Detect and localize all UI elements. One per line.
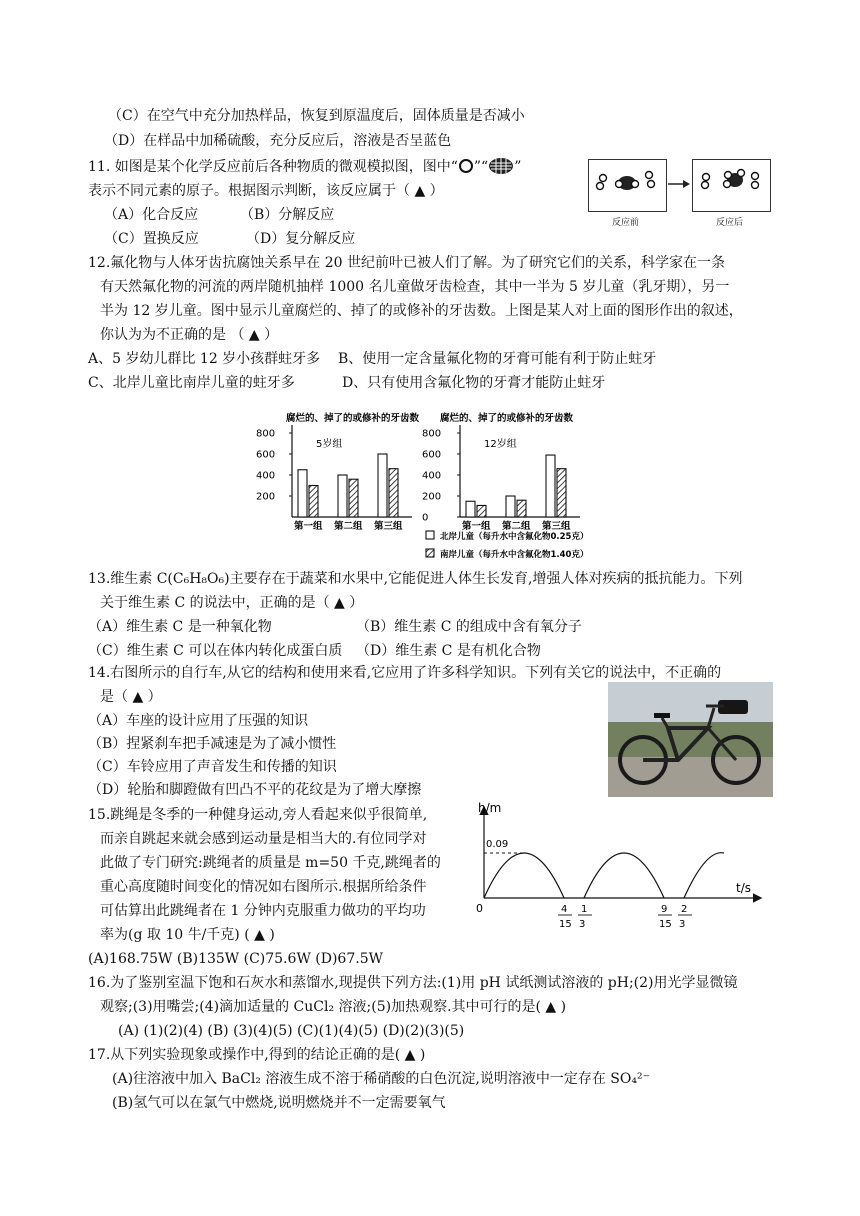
q11-stem-part1: 11. 如图是某个化学反应前后各种物质的微观模拟图，图中“ (88, 159, 458, 175)
q13-option-a: （A）维生素 C 是一种氧化物 (88, 619, 272, 635)
reaction-after-box (692, 159, 771, 212)
q15-stem-line4: 重心高度随时间变化的情况如右图所示.根据所给条件 (100, 879, 427, 895)
bicycle-photo (608, 682, 773, 797)
q15-options: (A)168.75W (B)135W (C)75.6W (D)67.5W (88, 951, 383, 967)
x-tick-denominator: 3 (679, 919, 686, 930)
bar-north (466, 501, 475, 517)
q13-option-d: （D）维生素 C 是有机化合物 (356, 643, 541, 659)
q12-stem-line4: 你认为为不正确的是 （ ▲ ） (100, 327, 279, 343)
q16-stem-line1: 16.为了鉴别室温下饱和石灰水和蒸馏水,现提供下列方法:(1)用 pH 试纸测试溶液的 pH;(2)用光学显微镜 (88, 975, 738, 991)
y-tick-label: 200 (422, 491, 442, 503)
q10-option-d: （D）在样品中加稀硫酸，充分反应后，溶液是否呈蓝色 (104, 133, 452, 149)
q15-stem-line6: 率为(g 取 10 牛/千克) ( ▲ ) (100, 927, 275, 943)
q12-option-a: A、5 岁幼儿群比 12 岁小孩群蛀牙多 (88, 351, 321, 367)
y-tick-label: 0 (422, 512, 429, 524)
q16-stem-line2: 观察;(3)用嘴尝;(4)滴加适量的 CuCl₂ 溶液;(5)加热观察.其中可行的是( ▲ ) (100, 999, 567, 1015)
bar-south (349, 479, 358, 517)
q15-stem-line1: 15.跳绳是冬季的一种健身运动,旁人看起来似乎很简单, (88, 807, 428, 823)
y-tick-label: 600 (256, 449, 276, 461)
x-tick-denominator: 3 (578, 919, 586, 930)
reaction-before-box (588, 159, 667, 212)
q12-option-b: B、使用一定含量氟化物的牙膏可能有利于防止蛀牙 (338, 351, 657, 367)
q13-stem-line2: 关于维生素 C 的说法中，正确的是（ ▲ ） (100, 595, 364, 611)
height-time-graph (470, 800, 770, 940)
peak-height-label: 0.09 (486, 839, 509, 850)
x-tick-numerator: 4 (561, 904, 568, 915)
x-tick-denominator: 15 (559, 919, 572, 930)
jump-arc (484, 853, 564, 898)
category-label: 第三组 (374, 521, 403, 532)
product-molecules (693, 160, 770, 211)
q16-options: (A) (1)(2)(4) (B) (3)(4)(5) (C)(1)(4)(5) (D)(2)(3)(5) (118, 1023, 465, 1039)
q11-stem-part3: ” (514, 159, 522, 175)
category-label: 第二组 (334, 521, 363, 532)
label-before-reaction: 反应前 (612, 218, 640, 228)
x-tick-numerator: 1 (580, 904, 588, 915)
q12-stem-line2: 有天然氟化物的河流的两岸随机抽样 1000 名儿童做牙齿检查，其中一半为 5 岁儿童（乳牙期），另一 (100, 279, 730, 295)
q11-option-d: （D）复分解反应 (246, 231, 356, 247)
q14-option-a: （A）车座的设计应用了压强的知识 (88, 713, 309, 729)
q12-option-d: D、只有使用含氟化物的牙膏才能防止蛀牙 (342, 375, 606, 391)
reaction-arrow (666, 176, 692, 192)
category-label: 第一组 (462, 521, 491, 532)
chart-title: 腐烂的、掉了的或修补的牙齿数 (286, 413, 420, 424)
legend-north-label: 北岸儿童（每升水中含氟化物0.25克） (440, 532, 589, 542)
x-tick-denominator: 15 (659, 919, 672, 930)
q15-stem-line3: 此做了专门研究:跳绳者的质量是 m=50 千克,跳绳者的 (100, 855, 441, 871)
q15-stem-line2: 而亲自跳起来就会感到运动量是相当大的.有位同学对 (100, 831, 427, 847)
q17-option-b: (B)氢气可以在氯气中燃烧,说明燃烧并不一定需要氧气 (112, 1095, 446, 1111)
category-label: 第二组 (502, 521, 531, 532)
bar-north (298, 470, 307, 517)
tooth-decay-bar-charts (250, 405, 640, 563)
y-axis-label: h/m (478, 801, 502, 815)
y-tick-label: 800 (422, 428, 442, 440)
x-tick-numerator: 9 (661, 904, 668, 915)
bar-north (378, 454, 387, 517)
q11-option-b: （B）分解反应 (240, 207, 335, 223)
q12-option-c: C、北岸儿童比南岸儿童的蛀牙多 (88, 375, 295, 391)
white-atom-icon (458, 158, 474, 174)
origin-label: 0 (476, 902, 483, 915)
q14-option-c: （C）车铃应用了声音发生和传播的知识 (88, 759, 337, 775)
q10-option-c: （C）在空气中充分加热样品，恢复到原温度后，固体质量是否减小 (108, 108, 525, 124)
chart-title: 腐烂的、掉了的或修补的牙齿数 (440, 413, 574, 424)
jump-arc (584, 853, 664, 898)
q11-option-a: （A）化合反应 (104, 207, 199, 223)
bar-south (389, 469, 398, 517)
q13-stem-line1: 13.维生素 C(C₆H₈O₆)主要存在于蔬菜和水果中,它能促进人体生长发育,增强人体对疾病的抵抗能力。下列 (88, 571, 743, 587)
q17-stem: 17.从下列实验现象或操作中,得到的结论正确的是( ▲ ) (88, 1047, 426, 1063)
jump-arc (684, 853, 724, 898)
q15-stem-line5: 可估算出此跳绳者在 1 分钟内克服重力做功的平均功 (100, 903, 426, 919)
reactant-molecules (589, 160, 666, 211)
bar-north (546, 455, 555, 517)
q14-stem-line1: 14.右图所示的自行车,从它的结构和使用来看,它应用了许多科学知识。下列有关它的说法中，不正确的 (88, 665, 722, 681)
legend-north-swatch (426, 531, 434, 539)
legend-south-label: 南岸儿童（每升水中含氟化物1.40克） (440, 550, 589, 560)
q14-option-d: （D）轮胎和脚蹬做有凹凸不平的花纹是为了增大摩擦 (88, 782, 422, 798)
q13-option-b: （B）维生素 C 的组成中含有氧分子 (356, 619, 582, 635)
q11-option-c: （C）置换反应 (104, 231, 199, 247)
q11-stem-line1 (88, 157, 521, 176)
q14-stem-line2: 是（ ▲ ） (100, 689, 162, 705)
y-tick-label: 400 (422, 470, 442, 482)
bar-south (517, 500, 526, 517)
bar-south (309, 486, 318, 518)
bar-south (477, 505, 486, 517)
q17-option-a: (A)往溶液中加入 BaCl₂ 溶液生成不溶于稀硝酸的白色沉淀,说明溶液中一定存在 SO₄²⁻ (112, 1071, 650, 1087)
y-tick-label: 400 (256, 470, 276, 482)
category-label: 第一组 (294, 521, 323, 532)
bar-north (506, 496, 515, 517)
bar-south (557, 469, 566, 517)
q11-stem-part2: ”“ (473, 159, 489, 175)
x-tick-numerator: 2 (681, 904, 688, 915)
y-tick-label: 600 (422, 449, 442, 461)
age-group-label: 5岁组 (316, 439, 343, 450)
q12-stem-line3: 半为 12 岁儿童。图中显示儿童腐烂的、掉了的或修补的牙齿数。上图是某人对上面的图形作出的叙述， (100, 303, 743, 319)
q13-option-c: （C）维生素 C 可以在体内转化成蛋白质 (88, 643, 343, 659)
black-atom-icon (488, 157, 514, 175)
category-label: 第三组 (542, 521, 571, 532)
label-after-reaction: 反应后 (716, 218, 744, 228)
q14-option-b: （B）捏紧刹车把手减速是为了减小惯性 (88, 736, 337, 752)
q11-stem-line2: 表示不同元素的原子。根据图示判断，该反应属于（ ▲ ） (88, 183, 444, 199)
q12-stem-line1: 12.氟化物与人体牙齿抗腐蚀关系早在 20 世纪前叶已被人们了解。为了研究它们的关系，科学家在一条 (88, 255, 725, 271)
y-tick-label: 200 (256, 491, 276, 503)
age-group-label: 12岁组 (484, 439, 517, 450)
legend-south-swatch (426, 549, 434, 557)
y-tick-label: 800 (256, 428, 276, 440)
x-axis-label: t/s (736, 881, 751, 895)
bar-north (338, 475, 347, 517)
